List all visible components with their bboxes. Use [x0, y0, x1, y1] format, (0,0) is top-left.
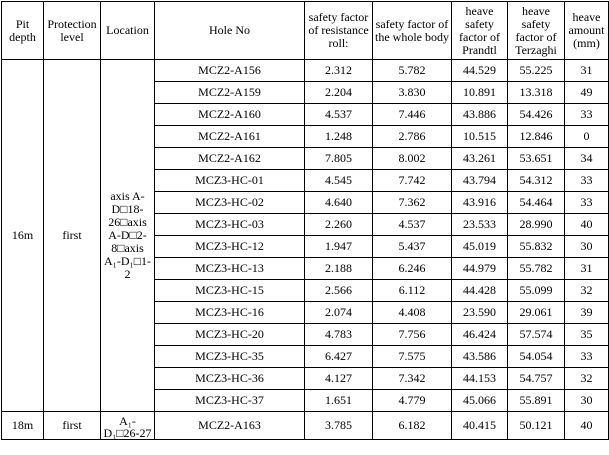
hole-no-cell: MCZ3-HC-01 — [155, 170, 305, 192]
heave-amount-cell: 34 — [565, 148, 609, 170]
heave-terzaghi-cell: 13.318 — [508, 82, 565, 104]
header-heave-terzaghi: heave safety factor of Terzaghi — [508, 2, 565, 60]
heave-prandtl-cell: 45.066 — [452, 390, 508, 412]
sf-resistance-roll-cell: 1.248 — [305, 126, 373, 148]
heave-terzaghi-cell: 55.782 — [508, 258, 565, 280]
sf-resistance-roll-cell: 4.545 — [305, 170, 373, 192]
heave-amount-cell: 33 — [565, 192, 609, 214]
hole-no-cell: MCZ3-HC-37 — [155, 390, 305, 412]
heave-terzaghi-cell: 55.832 — [508, 236, 565, 258]
header-sf-whole-body: safety factor of the whole body — [373, 2, 452, 60]
hole-no-cell: MCZ3-HC-36 — [155, 368, 305, 390]
heave-amount-cell: 40 — [565, 214, 609, 236]
header-sf-resistance-roll: safety factor of resistance roll: — [305, 2, 373, 60]
location-cell: axis A-D□18-26□axis A-D□2-8□axis A₁-D₁□1-2 — [101, 60, 155, 412]
header-pit-depth: Pit depth — [2, 2, 44, 60]
sf-whole-body-cell: 7.446 — [373, 104, 452, 126]
hole-no-cell: MCZ2-A162 — [155, 148, 305, 170]
heave-terzaghi-cell: 28.990 — [508, 214, 565, 236]
heave-prandtl-cell: 43.916 — [452, 192, 508, 214]
sf-resistance-roll-cell: 2.188 — [305, 258, 373, 280]
heave-prandtl-cell: 44.428 — [452, 280, 508, 302]
sf-whole-body-cell: 4.537 — [373, 214, 452, 236]
heave-amount-cell: 49 — [565, 82, 609, 104]
header-row — [2, 2, 609, 60]
sf-whole-body-cell: 7.342 — [373, 368, 452, 390]
heave-terzaghi-cell: 54.426 — [508, 104, 565, 126]
sf-whole-body-cell: 4.779 — [373, 390, 452, 412]
sf-whole-body-cell: 6.112 — [373, 280, 452, 302]
sf-resistance-roll-cell: 1.947 — [305, 236, 373, 258]
sf-resistance-roll-cell: 6.427 — [305, 346, 373, 368]
hole-no-cell: MCZ3-HC-20 — [155, 324, 305, 346]
heave-amount-cell: 33 — [565, 170, 609, 192]
heave-prandtl-cell: 40.415 — [452, 412, 508, 440]
hole-no-cell: MCZ3-HC-02 — [155, 192, 305, 214]
heave-prandtl-cell: 10.891 — [452, 82, 508, 104]
hole-no-cell: MCZ2-A161 — [155, 126, 305, 148]
location-cell: A₁-D₁□26-27 — [101, 412, 155, 440]
heave-terzaghi-cell: 54.464 — [508, 192, 565, 214]
sf-whole-body-cell: 7.362 — [373, 192, 452, 214]
sf-resistance-roll-cell: 2.260 — [305, 214, 373, 236]
heave-terzaghi-cell: 50.121 — [508, 412, 565, 440]
heave-amount-cell: 0 — [565, 126, 609, 148]
heave-terzaghi-cell: 57.574 — [508, 324, 565, 346]
heave-amount-cell: 32 — [565, 368, 609, 390]
heave-terzaghi-cell: 53.651 — [508, 148, 565, 170]
sf-whole-body-cell: 7.575 — [373, 346, 452, 368]
heave-terzaghi-cell: 54.312 — [508, 170, 565, 192]
table-row — [2, 412, 609, 440]
heave-prandtl-cell: 43.586 — [452, 346, 508, 368]
heave-terzaghi-cell: 55.225 — [508, 60, 565, 82]
header-hole-no: Hole No — [155, 2, 305, 60]
heave-prandtl-cell: 44.153 — [452, 368, 508, 390]
sf-resistance-roll-cell: 7.805 — [305, 148, 373, 170]
heave-terzaghi-cell: 54.054 — [508, 346, 565, 368]
hole-no-cell: MCZ2-A159 — [155, 82, 305, 104]
heave-amount-cell: 33 — [565, 346, 609, 368]
sf-resistance-roll-cell: 4.127 — [305, 368, 373, 390]
heave-terzaghi-cell: 54.757 — [508, 368, 565, 390]
sf-whole-body-cell: 8.002 — [373, 148, 452, 170]
heave-prandtl-cell: 10.515 — [452, 126, 508, 148]
sf-resistance-roll-cell: 2.204 — [305, 82, 373, 104]
hole-no-cell: MCZ3-HC-15 — [155, 280, 305, 302]
heave-prandtl-cell: 43.261 — [452, 148, 508, 170]
heave-amount-cell: 30 — [565, 390, 609, 412]
safety-factor-table — [1, 1, 609, 440]
protection-level-cell: first — [44, 412, 101, 440]
sf-resistance-roll-cell: 3.785 — [305, 412, 373, 440]
heave-terzaghi-cell: 55.099 — [508, 280, 565, 302]
heave-prandtl-cell: 44.529 — [452, 60, 508, 82]
header-heave-amount: heave amount (mm) — [565, 2, 609, 60]
heave-prandtl-cell: 23.590 — [452, 302, 508, 324]
header-location: Location — [101, 2, 155, 60]
sf-whole-body-cell: 5.437 — [373, 236, 452, 258]
sf-resistance-roll-cell: 4.537 — [305, 104, 373, 126]
sf-resistance-roll-cell: 2.074 — [305, 302, 373, 324]
sf-whole-body-cell: 2.786 — [373, 126, 452, 148]
hole-no-cell: MCZ3-HC-12 — [155, 236, 305, 258]
hole-no-cell: MCZ2-A163 — [155, 412, 305, 440]
heave-terzaghi-cell: 55.891 — [508, 390, 565, 412]
sf-whole-body-cell: 6.182 — [373, 412, 452, 440]
sf-whole-body-cell: 7.742 — [373, 170, 452, 192]
hole-no-cell: MCZ2-A160 — [155, 104, 305, 126]
heave-amount-cell: 40 — [565, 412, 609, 440]
sf-whole-body-cell: 4.408 — [373, 302, 452, 324]
table-body — [2, 60, 609, 440]
heave-terzaghi-cell: 29.061 — [508, 302, 565, 324]
heave-terzaghi-cell: 12.846 — [508, 126, 565, 148]
protection-level-cell: first — [44, 60, 101, 412]
sf-resistance-roll-cell: 2.312 — [305, 60, 373, 82]
hole-no-cell: MCZ3-HC-03 — [155, 214, 305, 236]
heave-amount-cell: 31 — [565, 258, 609, 280]
sf-resistance-roll-cell: 4.783 — [305, 324, 373, 346]
header-protection-level: Protection level — [44, 2, 101, 60]
hole-no-cell: MCZ3-HC-16 — [155, 302, 305, 324]
sf-resistance-roll-cell: 2.566 — [305, 280, 373, 302]
heave-amount-cell: 32 — [565, 280, 609, 302]
hole-no-cell: MCZ3-HC-35 — [155, 346, 305, 368]
heave-prandtl-cell: 43.886 — [452, 104, 508, 126]
heave-amount-cell: 39 — [565, 302, 609, 324]
heave-prandtl-cell: 23.533 — [452, 214, 508, 236]
sf-resistance-roll-cell: 1.651 — [305, 390, 373, 412]
sf-whole-body-cell: 7.756 — [373, 324, 452, 346]
hole-no-cell: MCZ2-A156 — [155, 60, 305, 82]
heave-prandtl-cell: 44.979 — [452, 258, 508, 280]
heave-amount-cell: 30 — [565, 236, 609, 258]
sf-whole-body-cell: 6.246 — [373, 258, 452, 280]
heave-amount-cell: 31 — [565, 60, 609, 82]
pit-depth-cell: 18m — [2, 412, 44, 440]
heave-prandtl-cell: 43.794 — [452, 170, 508, 192]
sf-whole-body-cell: 5.782 — [373, 60, 452, 82]
pit-depth-cell: 16m — [2, 60, 44, 412]
heave-prandtl-cell: 46.424 — [452, 324, 508, 346]
heave-amount-cell: 33 — [565, 104, 609, 126]
sf-whole-body-cell: 3.830 — [373, 82, 452, 104]
header-heave-prandtl: heave safety factor of Prandtl — [452, 2, 508, 60]
table-row — [2, 60, 609, 82]
heave-prandtl-cell: 45.019 — [452, 236, 508, 258]
hole-no-cell: MCZ3-HC-13 — [155, 258, 305, 280]
sf-resistance-roll-cell: 4.640 — [305, 192, 373, 214]
heave-amount-cell: 35 — [565, 324, 609, 346]
